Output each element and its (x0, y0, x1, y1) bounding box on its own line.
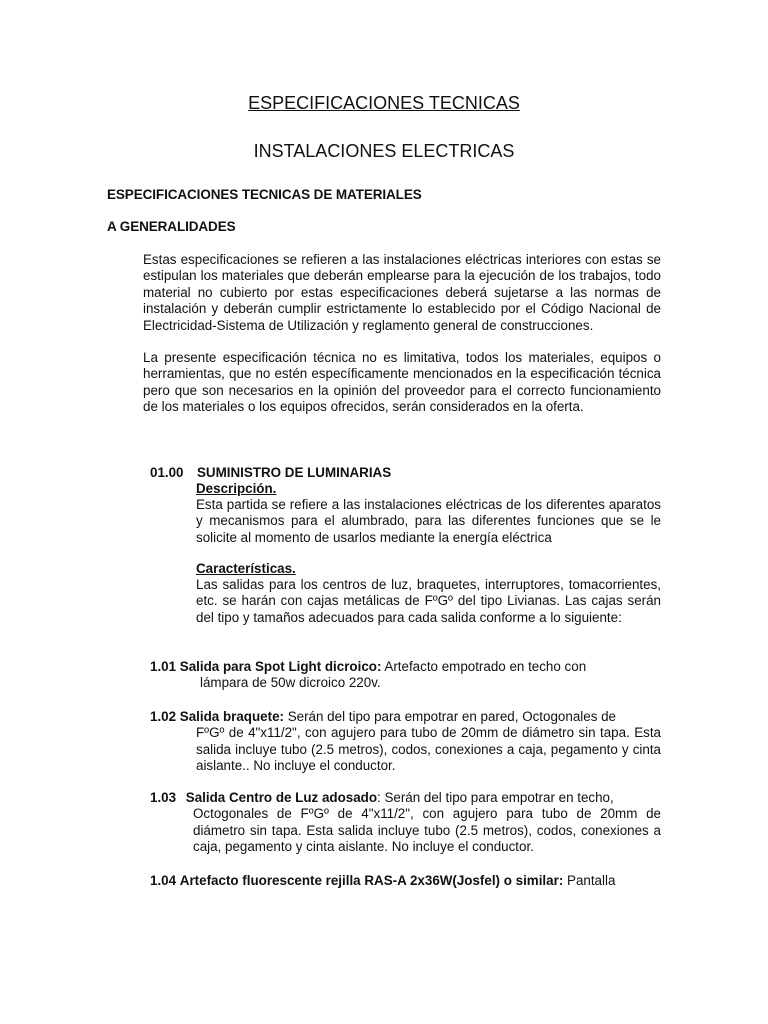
item-text: Pantalla (567, 873, 616, 888)
descripcion-text: Esta partida se refiere a las instalaciones eléctricas de los diferentes aparatos y mecanismos para el alumbrado, para las diferentes funciones que se le solicite al momento de usarlos mediante la energía eléctrica (196, 497, 661, 545)
item-title: Salida Centro de Luz adosado (185, 790, 378, 805)
item-title: Salida braquete: (179, 709, 284, 724)
item-number: 1.02 (150, 709, 177, 724)
item-text: : Serán del tipo para empotrar en techo, (377, 790, 614, 805)
item-title: Salida para Spot Light dicroico: (179, 659, 382, 674)
item-text: Artefacto empotrado en techo con (384, 659, 587, 674)
paragraph-2: La presente especificación técnica no es limitativa, todos los materiales, equipos o herramientas, que no estén específicamente mencionados en la especificación técnica pero que son necesarios en la opinión del proveedor para el correcto funcionamiento de los materiales o los equipos ofrecidos, serán considerados en la oferta. (143, 350, 661, 415)
section-01-title: SUMINISTRO DE LUMINARIAS (197, 465, 392, 480)
item-1-02 (150, 709, 661, 775)
item-number: 1.03 (150, 790, 177, 805)
descripcion-label: Descripción. (196, 481, 277, 496)
section-heading: ESPECIFICACIONES TECNICAS DE MATERIALES (107, 187, 422, 202)
item-1-03 (150, 790, 661, 856)
item-title: Artefacto fluorescente rejilla RAS-A 2x36W(Josfel) o similar: (179, 873, 564, 888)
section-01-number: 01.00 (150, 465, 184, 480)
item-text-cont: lámpara de 50w dicroico 220v. (200, 675, 381, 691)
caracteristicas-label: Características. (196, 561, 296, 576)
paragraph-1: Estas especificaciones se refieren a las instalaciones eléctricas interiores con estas se estipulan los materiales que deberán emplearse para la ejecución de los trabajos, todo material no cubierto por estas especificaciones deberá sujetarse a las normas de instalación y deberán cumplir estrictamente lo establecido por el Código Nacional de Electricidad-Sistema de Utilización y reglamento general de construcciones. (143, 252, 661, 333)
document-title: ESPECIFICACIONES TECNICAS (248, 93, 520, 113)
item-text-cont: Octogonales de FºGº de 4"x11/2", con agujero para tubo de 20mm de diámetro sin tapa. Esta salida incluye tubo (2.5 metros), codos, conexiones a caja, pegamento y cinta aislante. No incluye el conductor. (193, 806, 661, 855)
section-01-heading (150, 465, 391, 480)
item-number: 1.04 (150, 873, 177, 888)
generalidades-heading: A GENERALIDADES (107, 219, 236, 234)
item-1-04 (150, 873, 661, 889)
item-text: Serán del tipo para empotrar en pared, Octogonales de (287, 709, 616, 724)
item-number: 1.01 (150, 659, 177, 674)
document-subtitle: INSTALACIONES ELECTRICAS (253, 141, 515, 161)
item-1-01 (150, 659, 661, 692)
item-text-cont: FºGº de 4"x11/2", con agujero para tubo de 20mm de diámetro sin tapa. Esta salida incluye tubo (2.5 metros), codos, conexiones a caja, pegamento y cinta aislante.. No incluye el conductor. (196, 725, 661, 774)
caracteristicas-text: Las salidas para los centros de luz, braquetes, interruptores, tomacorrientes, etc. se harán con cajas metálicas de FºGº del tipo Livianas. Las cajas serán del tipo y tamaños adecuados para cada salida conforme a lo siguiente: (196, 577, 661, 625)
